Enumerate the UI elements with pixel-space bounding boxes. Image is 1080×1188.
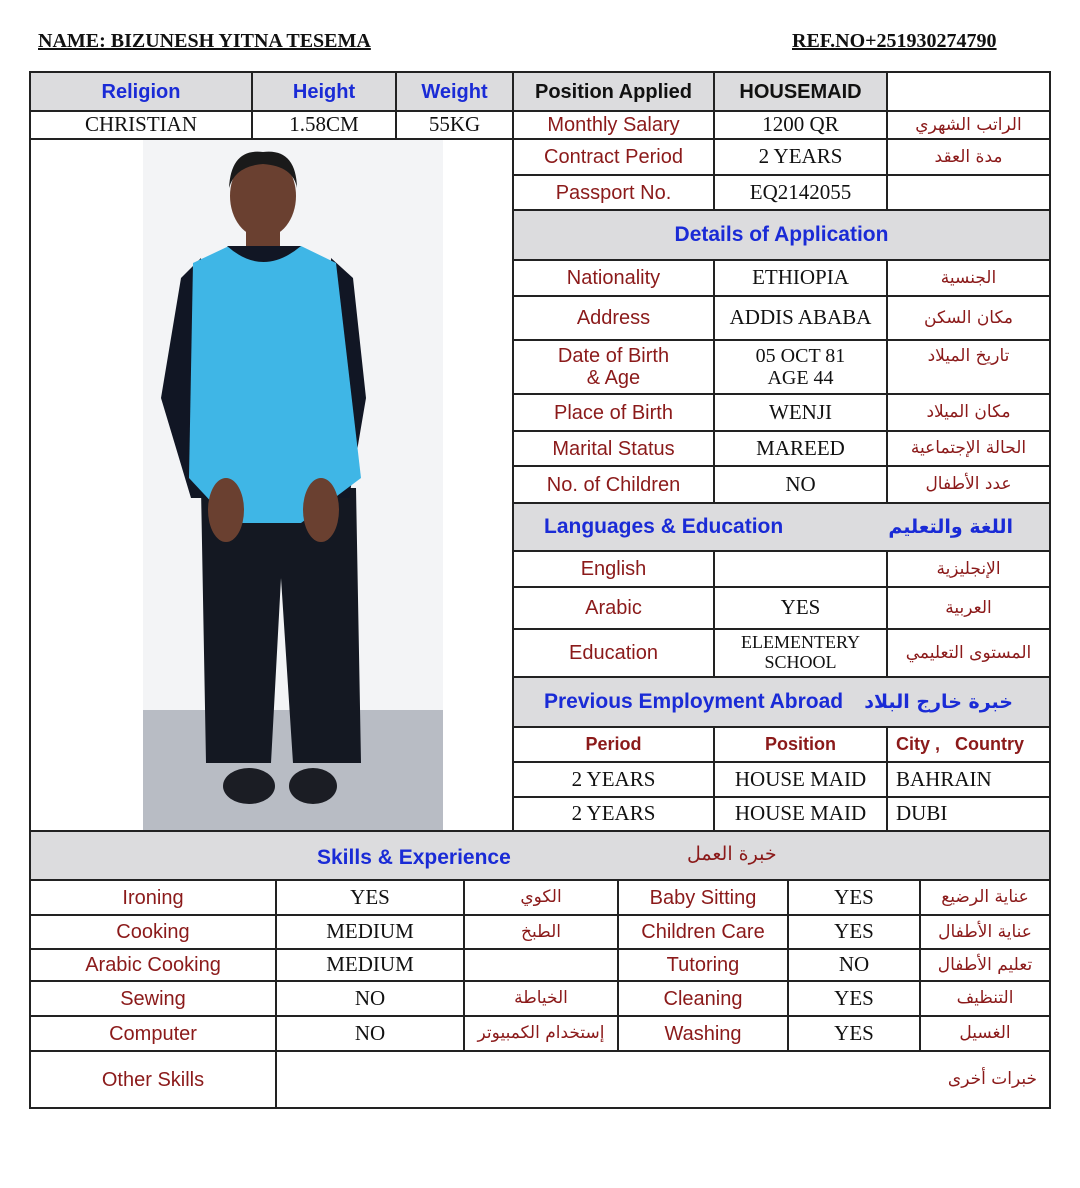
address-label: Address	[512, 295, 715, 341]
candidate-photo	[31, 138, 516, 832]
skill-left-2-value: MEDIUM	[275, 914, 465, 950]
position-arabic-empty	[886, 71, 1051, 112]
employment-row-2-period: 2 YEARS	[512, 796, 715, 832]
education-line1: ELEMENTERY	[741, 632, 860, 653]
arabic-label: Arabic	[512, 586, 715, 630]
skill-right-2-label: Children Care	[617, 914, 789, 950]
skill-right-5-value: YES	[787, 1015, 921, 1052]
skills-title-arabic: خبرة العمل	[687, 843, 777, 865]
skill-right-1-label: Baby Sitting	[617, 879, 789, 916]
other-skills-cell	[275, 1050, 1051, 1109]
english-value	[713, 550, 888, 588]
skill-right-4-value: YES	[787, 980, 921, 1017]
other-skills-arabic: خبرات أخرى	[947, 1069, 1037, 1090]
skill-right-3-value: NO	[787, 948, 921, 982]
arabic-arabic: العربية	[886, 586, 1051, 630]
skill-right-3-label: Tutoring	[617, 948, 789, 982]
address-value: ADDIS ABABA	[713, 295, 888, 341]
address-arabic: مكان السكن	[886, 295, 1051, 341]
pob-value: WENJI	[713, 393, 888, 432]
skill-right-2-value: YES	[787, 914, 921, 950]
employment-row-2-city: DUBI	[886, 796, 1051, 832]
skill-left-2-label: Cooking	[29, 914, 277, 950]
skill-left-4-label: Sewing	[29, 980, 277, 1017]
weight-label: Weight	[395, 71, 514, 112]
skill-right-5-arabic: الغسيل	[919, 1015, 1051, 1052]
languages-title-arabic: اللغة والتعليم	[888, 515, 1013, 538]
skills-section-title	[29, 830, 1051, 881]
religion-value: CHRISTIAN	[29, 110, 253, 140]
marital-value: MAREED	[713, 430, 888, 467]
skill-right-1-arabic: عناية الرضيع	[919, 879, 1051, 916]
contract-label: Contract Period	[512, 138, 715, 176]
skill-right-1-value: YES	[787, 879, 921, 916]
skill-left-5-value: NO	[275, 1015, 465, 1052]
employment-position-header: Position	[713, 726, 888, 763]
employment-row-1-city: BAHRAIN	[886, 761, 1051, 798]
children-label: No. of Children	[512, 465, 715, 504]
education-line2: SCHOOL	[764, 652, 837, 672]
skill-left-4-value: NO	[275, 980, 465, 1017]
children-arabic: عدد الأطفال	[886, 465, 1051, 504]
skill-right-3-arabic: تعليم الأطفال	[919, 948, 1051, 982]
religion-label: Religion	[29, 71, 253, 112]
employment-section-title	[512, 676, 1051, 728]
employment-title-arabic: خبرة خارج البلاد	[864, 690, 1013, 713]
salary-label: Monthly Salary	[512, 110, 715, 140]
dob-value	[713, 339, 888, 395]
salary-value: 1200 QR	[713, 110, 888, 140]
children-value: NO	[713, 465, 888, 504]
languages-section-title	[512, 502, 1051, 552]
employment-row-1-position: HOUSE MAID	[713, 761, 888, 798]
skill-right-2-arabic: عناية الأطفال	[919, 914, 1051, 950]
skill-right-4-arabic: التنظيف	[919, 980, 1051, 1017]
contract-arabic: مدة العقد	[886, 138, 1051, 176]
contract-value: 2 YEARS	[713, 138, 888, 176]
employment-row-2-position: HOUSE MAID	[713, 796, 888, 832]
dob-label-line2: & Age	[586, 367, 641, 389]
reference-number: REF.NO+251930274790	[792, 30, 997, 52]
nationality-value: ETHIOPIA	[713, 259, 888, 297]
dob-date: 05 OCT 81	[755, 345, 846, 367]
education-arabic: المستوى التعليمي	[886, 628, 1051, 678]
arabic-value: YES	[713, 586, 888, 630]
employment-period-header: Period	[512, 726, 715, 763]
nationality-label: Nationality	[512, 259, 715, 297]
skill-left-5-label: Computer	[29, 1015, 277, 1052]
skill-left-1-arabic: الكوي	[463, 879, 619, 916]
passport-label: Passport No.	[512, 174, 715, 211]
nationality-arabic: الجنسية	[886, 259, 1051, 297]
dob-age: AGE 44	[767, 367, 834, 389]
skill-left-1-value: YES	[275, 879, 465, 916]
other-skills-label: Other Skills	[29, 1050, 277, 1109]
employment-title: Previous Employment Abroad	[544, 690, 844, 714]
details-section-title: Details of Application	[512, 209, 1051, 261]
skill-left-1-label: Ironing	[29, 879, 277, 916]
skills-title: Skills & Experience	[317, 846, 511, 869]
candidate-name: NAME: BIZUNESH YITNA TESEMA	[38, 30, 371, 52]
pob-label: Place of Birth	[512, 393, 715, 432]
pob-arabic: مكان الميلاد	[886, 393, 1051, 432]
salary-arabic: الراتب الشهري	[886, 110, 1051, 140]
dob-label	[512, 339, 715, 395]
skill-left-4-arabic: الخياطة	[463, 980, 619, 1017]
skill-left-3-value: MEDIUM	[275, 948, 465, 982]
dob-label-line1: Date of Birth	[557, 345, 670, 367]
photo-frame	[29, 138, 514, 832]
height-value: 1.58CM	[251, 110, 397, 140]
height-label: Height	[251, 71, 397, 112]
english-arabic: الإنجليزية	[886, 550, 1051, 588]
passport-arabic-empty	[886, 174, 1051, 211]
employment-row-1-period: 2 YEARS	[512, 761, 715, 798]
marital-arabic: الحالة الإجتماعية	[886, 430, 1051, 467]
english-label: English	[512, 550, 715, 588]
dob-arabic: تاريخ الميلاد	[886, 339, 1051, 395]
skill-right-4-label: Cleaning	[617, 980, 789, 1017]
weight-value: 55KG	[395, 110, 514, 140]
education-label: Education	[512, 628, 715, 678]
languages-title: Languages & Education	[544, 515, 784, 539]
position-label: Position Applied	[512, 71, 715, 112]
education-value	[713, 628, 888, 678]
marital-label: Marital Status	[512, 430, 715, 467]
skill-left-3-arabic	[463, 948, 619, 982]
employment-city-header: City , Country	[886, 726, 1051, 763]
skill-right-5-label: Washing	[617, 1015, 789, 1052]
skill-left-5-arabic: إستخدام الكمبيوتر	[463, 1015, 619, 1052]
skill-left-3-label: Arabic Cooking	[29, 948, 277, 982]
passport-value: EQ2142055	[713, 174, 888, 211]
position-value: HOUSEMAID	[713, 71, 888, 112]
skill-left-2-arabic: الطبخ	[463, 914, 619, 950]
